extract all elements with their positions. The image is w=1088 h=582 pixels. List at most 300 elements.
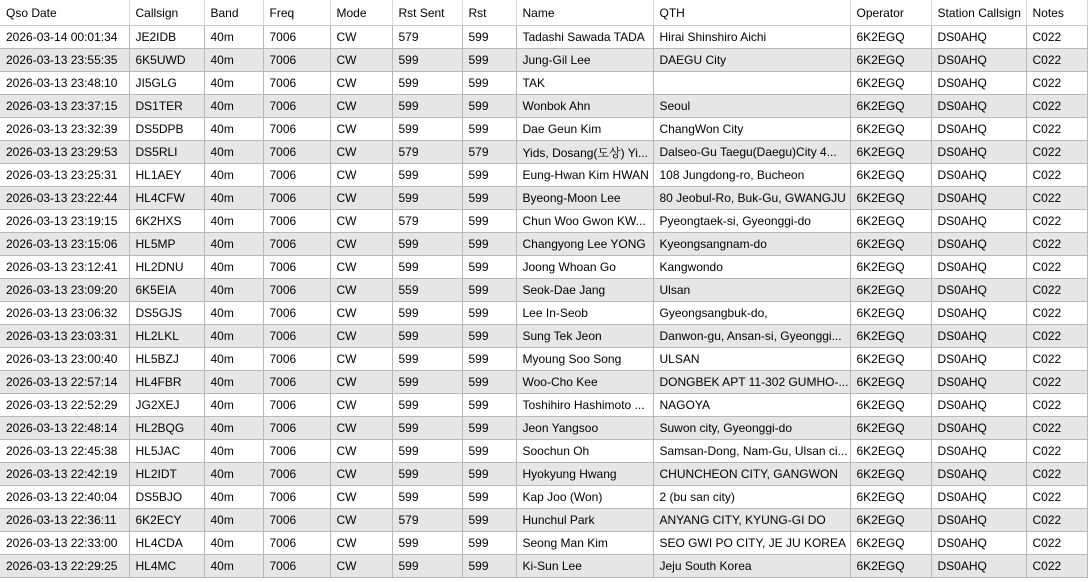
cell-callsign[interactable]: HL4CDA <box>129 532 204 555</box>
cell-operator[interactable]: 6K2EGQ <box>850 210 931 233</box>
cell-notes[interactable]: C022 <box>1026 256 1087 279</box>
cell-callsign[interactable]: JI5GLG <box>129 72 204 95</box>
table-row[interactable] <box>0 49 1087 72</box>
cell-freq[interactable]: 7006 <box>263 49 330 72</box>
cell-operator[interactable]: 6K2EGQ <box>850 72 931 95</box>
cell-station-callsign[interactable]: DS0AHQ <box>931 187 1026 210</box>
cell-callsign[interactable]: 6K2HXS <box>129 210 204 233</box>
cell-notes[interactable]: C022 <box>1026 118 1087 141</box>
cell-qso-date[interactable]: 2026-03-13 23:15:06 <box>0 233 129 256</box>
cell-operator[interactable]: 6K2EGQ <box>850 187 931 210</box>
cell-rst-sent[interactable]: 599 <box>392 348 462 371</box>
cell-band[interactable]: 40m <box>204 440 263 463</box>
cell-operator[interactable]: 6K2EGQ <box>850 141 931 164</box>
cell-operator[interactable]: 6K2EGQ <box>850 555 931 578</box>
cell-rst-sent[interactable]: 599 <box>392 417 462 440</box>
cell-qso-date[interactable]: 2026-03-14 00:01:34 <box>0 26 129 49</box>
cell-rst-sent[interactable]: 599 <box>392 72 462 95</box>
cell-rst[interactable]: 599 <box>462 463 516 486</box>
cell-mode[interactable]: CW <box>330 509 392 532</box>
cell-name[interactable]: Jung-Gil Lee <box>516 49 653 72</box>
cell-band[interactable]: 40m <box>204 164 263 187</box>
cell-callsign[interactable]: HL4MC <box>129 555 204 578</box>
cell-callsign[interactable]: HL2IDT <box>129 463 204 486</box>
column-header-mode[interactable]: Mode <box>330 0 392 26</box>
cell-rst-sent[interactable]: 599 <box>392 49 462 72</box>
cell-operator[interactable]: 6K2EGQ <box>850 233 931 256</box>
cell-operator[interactable]: 6K2EGQ <box>850 325 931 348</box>
column-header-callsign[interactable]: Callsign <box>129 0 204 26</box>
cell-mode[interactable]: CW <box>330 187 392 210</box>
cell-rst-sent[interactable]: 599 <box>392 187 462 210</box>
cell-notes[interactable]: C022 <box>1026 302 1087 325</box>
cell-band[interactable]: 40m <box>204 394 263 417</box>
cell-rst[interactable]: 599 <box>462 187 516 210</box>
cell-mode[interactable]: CW <box>330 302 392 325</box>
cell-mode[interactable]: CW <box>330 164 392 187</box>
cell-name[interactable]: Changyong Lee YONG <box>516 233 653 256</box>
cell-notes[interactable]: C022 <box>1026 49 1087 72</box>
cell-freq[interactable]: 7006 <box>263 210 330 233</box>
cell-rst-sent[interactable]: 599 <box>392 325 462 348</box>
cell-operator[interactable]: 6K2EGQ <box>850 463 931 486</box>
cell-notes[interactable]: C022 <box>1026 463 1087 486</box>
cell-callsign[interactable]: 6K2ECY <box>129 509 204 532</box>
cell-rst[interactable]: 599 <box>462 95 516 118</box>
cell-rst[interactable]: 599 <box>462 210 516 233</box>
cell-callsign[interactable]: HL2LKL <box>129 325 204 348</box>
cell-qth[interactable]: 108 Jungdong-ro, Bucheon <box>653 164 850 187</box>
cell-notes[interactable]: C022 <box>1026 371 1087 394</box>
cell-station-callsign[interactable]: DS0AHQ <box>931 394 1026 417</box>
cell-operator[interactable]: 6K2EGQ <box>850 417 931 440</box>
cell-name[interactable]: Seok-Dae Jang <box>516 279 653 302</box>
cell-rst-sent[interactable]: 599 <box>392 302 462 325</box>
cell-rst[interactable]: 599 <box>462 555 516 578</box>
cell-rst-sent[interactable]: 599 <box>392 394 462 417</box>
table-row[interactable] <box>0 141 1087 164</box>
cell-station-callsign[interactable]: DS0AHQ <box>931 417 1026 440</box>
cell-mode[interactable]: CW <box>330 256 392 279</box>
cell-rst[interactable]: 599 <box>462 394 516 417</box>
cell-notes[interactable]: C022 <box>1026 210 1087 233</box>
cell-qth[interactable]: 80 Jeobul-Ro, Buk-Gu, GWANGJU <box>653 187 850 210</box>
table-row[interactable] <box>0 417 1087 440</box>
cell-band[interactable]: 40m <box>204 256 263 279</box>
cell-notes[interactable]: C022 <box>1026 325 1087 348</box>
cell-mode[interactable]: CW <box>330 555 392 578</box>
cell-mode[interactable]: CW <box>330 141 392 164</box>
cell-rst-sent[interactable]: 599 <box>392 95 462 118</box>
cell-operator[interactable]: 6K2EGQ <box>850 394 931 417</box>
table-row[interactable] <box>0 118 1087 141</box>
cell-rst[interactable]: 599 <box>462 371 516 394</box>
cell-band[interactable]: 40m <box>204 118 263 141</box>
cell-rst-sent[interactable]: 579 <box>392 509 462 532</box>
cell-qso-date[interactable]: 2026-03-13 22:52:29 <box>0 394 129 417</box>
cell-rst-sent[interactable]: 579 <box>392 26 462 49</box>
cell-qth[interactable]: ChangWon City <box>653 118 850 141</box>
cell-name[interactable]: Sung Tek Jeon <box>516 325 653 348</box>
cell-operator[interactable]: 6K2EGQ <box>850 279 931 302</box>
cell-qth[interactable]: NAGOYA <box>653 394 850 417</box>
cell-band[interactable]: 40m <box>204 279 263 302</box>
table-row[interactable] <box>0 555 1087 578</box>
cell-qso-date[interactable]: 2026-03-13 23:06:32 <box>0 302 129 325</box>
cell-operator[interactable]: 6K2EGQ <box>850 118 931 141</box>
cell-station-callsign[interactable]: DS0AHQ <box>931 325 1026 348</box>
cell-operator[interactable]: 6K2EGQ <box>850 26 931 49</box>
cell-rst[interactable]: 599 <box>462 26 516 49</box>
cell-operator[interactable]: 6K2EGQ <box>850 256 931 279</box>
cell-qth[interactable]: Jeju South Korea <box>653 555 850 578</box>
cell-name[interactable]: Eung-Hwan Kim HWAN <box>516 164 653 187</box>
cell-qso-date[interactable]: 2026-03-13 22:36:11 <box>0 509 129 532</box>
cell-station-callsign[interactable]: DS0AHQ <box>931 371 1026 394</box>
table-row[interactable] <box>0 463 1087 486</box>
cell-rst[interactable]: 599 <box>462 233 516 256</box>
cell-rst[interactable]: 599 <box>462 118 516 141</box>
cell-callsign[interactable]: HL5MP <box>129 233 204 256</box>
cell-name[interactable]: Chun Woo Gwon KW... <box>516 210 653 233</box>
cell-name[interactable]: Byeong-Moon Lee <box>516 187 653 210</box>
cell-station-callsign[interactable]: DS0AHQ <box>931 463 1026 486</box>
cell-name[interactable]: Hunchul Park <box>516 509 653 532</box>
cell-mode[interactable]: CW <box>330 463 392 486</box>
table-row[interactable] <box>0 95 1087 118</box>
cell-freq[interactable]: 7006 <box>263 555 330 578</box>
table-row[interactable] <box>0 279 1087 302</box>
cell-band[interactable]: 40m <box>204 555 263 578</box>
cell-freq[interactable]: 7006 <box>263 532 330 555</box>
cell-mode[interactable]: CW <box>330 210 392 233</box>
cell-qth[interactable]: CHUNCHEON CITY, GANGWON <box>653 463 850 486</box>
cell-operator[interactable]: 6K2EGQ <box>850 49 931 72</box>
cell-band[interactable]: 40m <box>204 371 263 394</box>
cell-notes[interactable]: C022 <box>1026 555 1087 578</box>
column-header-notes[interactable]: Notes <box>1026 0 1087 26</box>
cell-band[interactable]: 40m <box>204 509 263 532</box>
cell-qso-date[interactable]: 2026-03-13 22:48:14 <box>0 417 129 440</box>
cell-rst[interactable]: 599 <box>462 279 516 302</box>
cell-mode[interactable]: CW <box>330 26 392 49</box>
cell-band[interactable]: 40m <box>204 348 263 371</box>
cell-name[interactable]: Soochun Oh <box>516 440 653 463</box>
cell-name[interactable]: Seong Man Kim <box>516 532 653 555</box>
cell-callsign[interactable]: HL1AEY <box>129 164 204 187</box>
cell-notes[interactable]: C022 <box>1026 348 1087 371</box>
column-header-operator[interactable]: Operator <box>850 0 931 26</box>
table-row[interactable] <box>0 72 1087 95</box>
cell-operator[interactable]: 6K2EGQ <box>850 509 931 532</box>
cell-qso-date[interactable]: 2026-03-13 23:03:31 <box>0 325 129 348</box>
table-row[interactable] <box>0 325 1087 348</box>
cell-freq[interactable]: 7006 <box>263 72 330 95</box>
cell-station-callsign[interactable]: DS0AHQ <box>931 210 1026 233</box>
cell-name[interactable]: Hyokyung Hwang <box>516 463 653 486</box>
table-row[interactable] <box>0 486 1087 509</box>
cell-band[interactable]: 40m <box>204 187 263 210</box>
cell-callsign[interactable]: DS5GJS <box>129 302 204 325</box>
cell-qso-date[interactable]: 2026-03-13 23:19:15 <box>0 210 129 233</box>
cell-callsign[interactable]: DS5RLI <box>129 141 204 164</box>
cell-qth[interactable]: Dalseo-Gu Taegu(Daegu)City 4... <box>653 141 850 164</box>
cell-callsign[interactable]: HL2BQG <box>129 417 204 440</box>
cell-band[interactable]: 40m <box>204 302 263 325</box>
cell-notes[interactable]: C022 <box>1026 187 1087 210</box>
cell-qth[interactable]: ULSAN <box>653 348 850 371</box>
cell-qso-date[interactable]: 2026-03-13 22:45:38 <box>0 440 129 463</box>
cell-rst-sent[interactable]: 599 <box>392 256 462 279</box>
cell-qso-date[interactable]: 2026-03-13 23:55:35 <box>0 49 129 72</box>
cell-notes[interactable]: C022 <box>1026 164 1087 187</box>
cell-name[interactable]: Yids, Dosang(도상) Yi... <box>516 141 653 164</box>
cell-name[interactable]: Tadashi Sawada TADA <box>516 26 653 49</box>
table-row[interactable] <box>0 302 1087 325</box>
cell-name[interactable]: Jeon Yangsoo <box>516 417 653 440</box>
cell-callsign[interactable]: JE2IDB <box>129 26 204 49</box>
cell-name[interactable]: Lee In-Seob <box>516 302 653 325</box>
cell-operator[interactable]: 6K2EGQ <box>850 371 931 394</box>
cell-rst-sent[interactable]: 599 <box>392 118 462 141</box>
cell-name[interactable]: Kap Joo (Won) <box>516 486 653 509</box>
cell-mode[interactable]: CW <box>330 486 392 509</box>
cell-freq[interactable]: 7006 <box>263 325 330 348</box>
cell-qso-date[interactable]: 2026-03-13 22:40:04 <box>0 486 129 509</box>
cell-rst[interactable]: 599 <box>462 49 516 72</box>
cell-rst-sent[interactable]: 599 <box>392 555 462 578</box>
cell-rst[interactable]: 579 <box>462 141 516 164</box>
cell-notes[interactable]: C022 <box>1026 72 1087 95</box>
cell-qth[interactable] <box>653 72 850 95</box>
cell-qth[interactable]: DONGBEK APT 11-302 GUMHO-... <box>653 371 850 394</box>
cell-mode[interactable]: CW <box>330 371 392 394</box>
cell-name[interactable]: Toshihiro Hashimoto ... <box>516 394 653 417</box>
table-row[interactable] <box>0 233 1087 256</box>
cell-rst[interactable]: 599 <box>462 72 516 95</box>
cell-callsign[interactable]: JG2XEJ <box>129 394 204 417</box>
cell-freq[interactable]: 7006 <box>263 141 330 164</box>
cell-station-callsign[interactable]: DS0AHQ <box>931 164 1026 187</box>
cell-qso-date[interactable]: 2026-03-13 22:29:25 <box>0 555 129 578</box>
cell-mode[interactable]: CW <box>330 325 392 348</box>
cell-rst[interactable]: 599 <box>462 440 516 463</box>
cell-notes[interactable]: C022 <box>1026 95 1087 118</box>
cell-qth[interactable]: DAEGU City <box>653 49 850 72</box>
cell-notes[interactable]: C022 <box>1026 394 1087 417</box>
cell-band[interactable]: 40m <box>204 233 263 256</box>
cell-freq[interactable]: 7006 <box>263 440 330 463</box>
column-header-qso-date[interactable]: Qso Date <box>0 0 129 26</box>
cell-mode[interactable]: CW <box>330 49 392 72</box>
cell-rst-sent[interactable]: 599 <box>392 440 462 463</box>
column-header-freq[interactable]: Freq <box>263 0 330 26</box>
cell-freq[interactable]: 7006 <box>263 509 330 532</box>
cell-freq[interactable]: 7006 <box>263 486 330 509</box>
cell-notes[interactable]: C022 <box>1026 141 1087 164</box>
cell-station-callsign[interactable]: DS0AHQ <box>931 118 1026 141</box>
table-row[interactable] <box>0 509 1087 532</box>
cell-rst[interactable]: 599 <box>462 302 516 325</box>
cell-rst-sent[interactable]: 599 <box>392 233 462 256</box>
cell-callsign[interactable]: HL2DNU <box>129 256 204 279</box>
cell-band[interactable]: 40m <box>204 325 263 348</box>
cell-rst-sent[interactable]: 599 <box>392 463 462 486</box>
cell-station-callsign[interactable]: DS0AHQ <box>931 532 1026 555</box>
cell-station-callsign[interactable]: DS0AHQ <box>931 95 1026 118</box>
cell-notes[interactable]: C022 <box>1026 26 1087 49</box>
cell-operator[interactable]: 6K2EGQ <box>850 164 931 187</box>
cell-rst-sent[interactable]: 599 <box>392 532 462 555</box>
column-header-station-callsign[interactable]: Station Callsign <box>931 0 1026 26</box>
cell-band[interactable]: 40m <box>204 210 263 233</box>
cell-rst[interactable]: 599 <box>462 532 516 555</box>
cell-qso-date[interactable]: 2026-03-13 23:25:31 <box>0 164 129 187</box>
cell-qso-date[interactable]: 2026-03-13 23:32:39 <box>0 118 129 141</box>
cell-mode[interactable]: CW <box>330 95 392 118</box>
cell-qso-date[interactable]: 2026-03-13 23:48:10 <box>0 72 129 95</box>
cell-station-callsign[interactable]: DS0AHQ <box>931 49 1026 72</box>
cell-notes[interactable]: C022 <box>1026 440 1087 463</box>
cell-name[interactable]: TAK <box>516 72 653 95</box>
cell-band[interactable]: 40m <box>204 49 263 72</box>
cell-freq[interactable]: 7006 <box>263 26 330 49</box>
cell-name[interactable]: Wonbok Ahn <box>516 95 653 118</box>
cell-rst-sent[interactable]: 599 <box>392 486 462 509</box>
table-row[interactable] <box>0 164 1087 187</box>
cell-qth[interactable]: Seoul <box>653 95 850 118</box>
cell-name[interactable]: Dae Geun Kim <box>516 118 653 141</box>
cell-band[interactable]: 40m <box>204 141 263 164</box>
table-row[interactable] <box>0 210 1087 233</box>
cell-callsign[interactable]: 6K5EIA <box>129 279 204 302</box>
cell-qso-date[interactable]: 2026-03-13 23:37:15 <box>0 95 129 118</box>
cell-mode[interactable]: CW <box>330 233 392 256</box>
cell-mode[interactable]: CW <box>330 348 392 371</box>
cell-notes[interactable]: C022 <box>1026 486 1087 509</box>
cell-band[interactable]: 40m <box>204 463 263 486</box>
cell-qso-date[interactable]: 2026-03-13 22:57:14 <box>0 371 129 394</box>
cell-band[interactable]: 40m <box>204 417 263 440</box>
cell-qth[interactable]: Gyeongsangbuk-do, <box>653 302 850 325</box>
cell-rst[interactable]: 599 <box>462 348 516 371</box>
cell-freq[interactable]: 7006 <box>263 187 330 210</box>
table-row[interactable] <box>0 26 1087 49</box>
cell-band[interactable]: 40m <box>204 486 263 509</box>
cell-mode[interactable]: CW <box>330 532 392 555</box>
cell-operator[interactable]: 6K2EGQ <box>850 440 931 463</box>
cell-station-callsign[interactable]: DS0AHQ <box>931 233 1026 256</box>
table-row[interactable] <box>0 256 1087 279</box>
cell-mode[interactable]: CW <box>330 72 392 95</box>
cell-qth[interactable]: ANYANG CITY, KYUNG-GI DO <box>653 509 850 532</box>
cell-rst-sent[interactable]: 599 <box>392 371 462 394</box>
cell-freq[interactable]: 7006 <box>263 394 330 417</box>
cell-name[interactable]: Joong Whoan Go <box>516 256 653 279</box>
cell-station-callsign[interactable]: DS0AHQ <box>931 279 1026 302</box>
column-header-name[interactable]: Name <box>516 0 653 26</box>
column-header-qth[interactable]: QTH <box>653 0 850 26</box>
cell-freq[interactable]: 7006 <box>263 256 330 279</box>
cell-rst-sent[interactable]: 599 <box>392 164 462 187</box>
cell-callsign[interactable]: DS1TER <box>129 95 204 118</box>
column-header-rst[interactable]: Rst <box>462 0 516 26</box>
cell-name[interactable]: Woo-Cho Kee <box>516 371 653 394</box>
cell-callsign[interactable]: HL4FBR <box>129 371 204 394</box>
cell-notes[interactable]: C022 <box>1026 417 1087 440</box>
column-header-rst-sent[interactable]: Rst Sent <box>392 0 462 26</box>
cell-qso-date[interactable]: 2026-03-13 23:29:53 <box>0 141 129 164</box>
cell-qth[interactable]: Ulsan <box>653 279 850 302</box>
cell-freq[interactable]: 7006 <box>263 233 330 256</box>
cell-notes[interactable]: C022 <box>1026 279 1087 302</box>
cell-rst-sent[interactable]: 559 <box>392 279 462 302</box>
cell-qso-date[interactable]: 2026-03-13 23:00:40 <box>0 348 129 371</box>
cell-notes[interactable]: C022 <box>1026 532 1087 555</box>
cell-name[interactable]: Myoung Soo Song <box>516 348 653 371</box>
cell-station-callsign[interactable]: DS0AHQ <box>931 26 1026 49</box>
cell-freq[interactable]: 7006 <box>263 417 330 440</box>
cell-band[interactable]: 40m <box>204 26 263 49</box>
cell-qth[interactable]: Kyeongsangnam-do <box>653 233 850 256</box>
cell-rst[interactable]: 599 <box>462 509 516 532</box>
cell-mode[interactable]: CW <box>330 394 392 417</box>
cell-station-callsign[interactable]: DS0AHQ <box>931 302 1026 325</box>
table-row[interactable] <box>0 440 1087 463</box>
cell-rst-sent[interactable]: 579 <box>392 210 462 233</box>
cell-band[interactable]: 40m <box>204 532 263 555</box>
cell-station-callsign[interactable]: DS0AHQ <box>931 256 1026 279</box>
cell-qth[interactable]: 2 (bu san city) <box>653 486 850 509</box>
cell-freq[interactable]: 7006 <box>263 348 330 371</box>
cell-mode[interactable]: CW <box>330 118 392 141</box>
cell-operator[interactable]: 6K2EGQ <box>850 95 931 118</box>
cell-operator[interactable]: 6K2EGQ <box>850 486 931 509</box>
cell-mode[interactable]: CW <box>330 417 392 440</box>
column-header-band[interactable]: Band <box>204 0 263 26</box>
cell-operator[interactable]: 6K2EGQ <box>850 348 931 371</box>
cell-rst[interactable]: 599 <box>462 164 516 187</box>
cell-freq[interactable]: 7006 <box>263 95 330 118</box>
cell-notes[interactable]: C022 <box>1026 509 1087 532</box>
cell-callsign[interactable]: HL5JAC <box>129 440 204 463</box>
cell-rst[interactable]: 599 <box>462 325 516 348</box>
cell-operator[interactable]: 6K2EGQ <box>850 302 931 325</box>
cell-mode[interactable]: CW <box>330 440 392 463</box>
cell-station-callsign[interactable]: DS0AHQ <box>931 348 1026 371</box>
table-row[interactable] <box>0 348 1087 371</box>
cell-qth[interactable]: SEO GWI PO CITY, JE JU KOREA <box>653 532 850 555</box>
cell-qth[interactable]: Danwon-gu, Ansan-si, Gyeonggi... <box>653 325 850 348</box>
cell-qth[interactable]: Hirai Shinshiro Aichi <box>653 26 850 49</box>
cell-freq[interactable]: 7006 <box>263 118 330 141</box>
cell-operator[interactable]: 6K2EGQ <box>850 532 931 555</box>
cell-qth[interactable]: Kangwondo <box>653 256 850 279</box>
cell-rst[interactable]: 599 <box>462 486 516 509</box>
cell-name[interactable]: Ki-Sun Lee <box>516 555 653 578</box>
cell-station-callsign[interactable]: DS0AHQ <box>931 440 1026 463</box>
cell-qth[interactable]: Pyeongtaek-si, Gyeonggi-do <box>653 210 850 233</box>
cell-station-callsign[interactable]: DS0AHQ <box>931 141 1026 164</box>
cell-mode[interactable]: CW <box>330 279 392 302</box>
cell-freq[interactable]: 7006 <box>263 302 330 325</box>
cell-band[interactable]: 40m <box>204 72 263 95</box>
cell-freq[interactable]: 7006 <box>263 279 330 302</box>
cell-qso-date[interactable]: 2026-03-13 22:42:19 <box>0 463 129 486</box>
table-row[interactable] <box>0 532 1087 555</box>
cell-freq[interactable]: 7006 <box>263 371 330 394</box>
cell-station-callsign[interactable]: DS0AHQ <box>931 509 1026 532</box>
